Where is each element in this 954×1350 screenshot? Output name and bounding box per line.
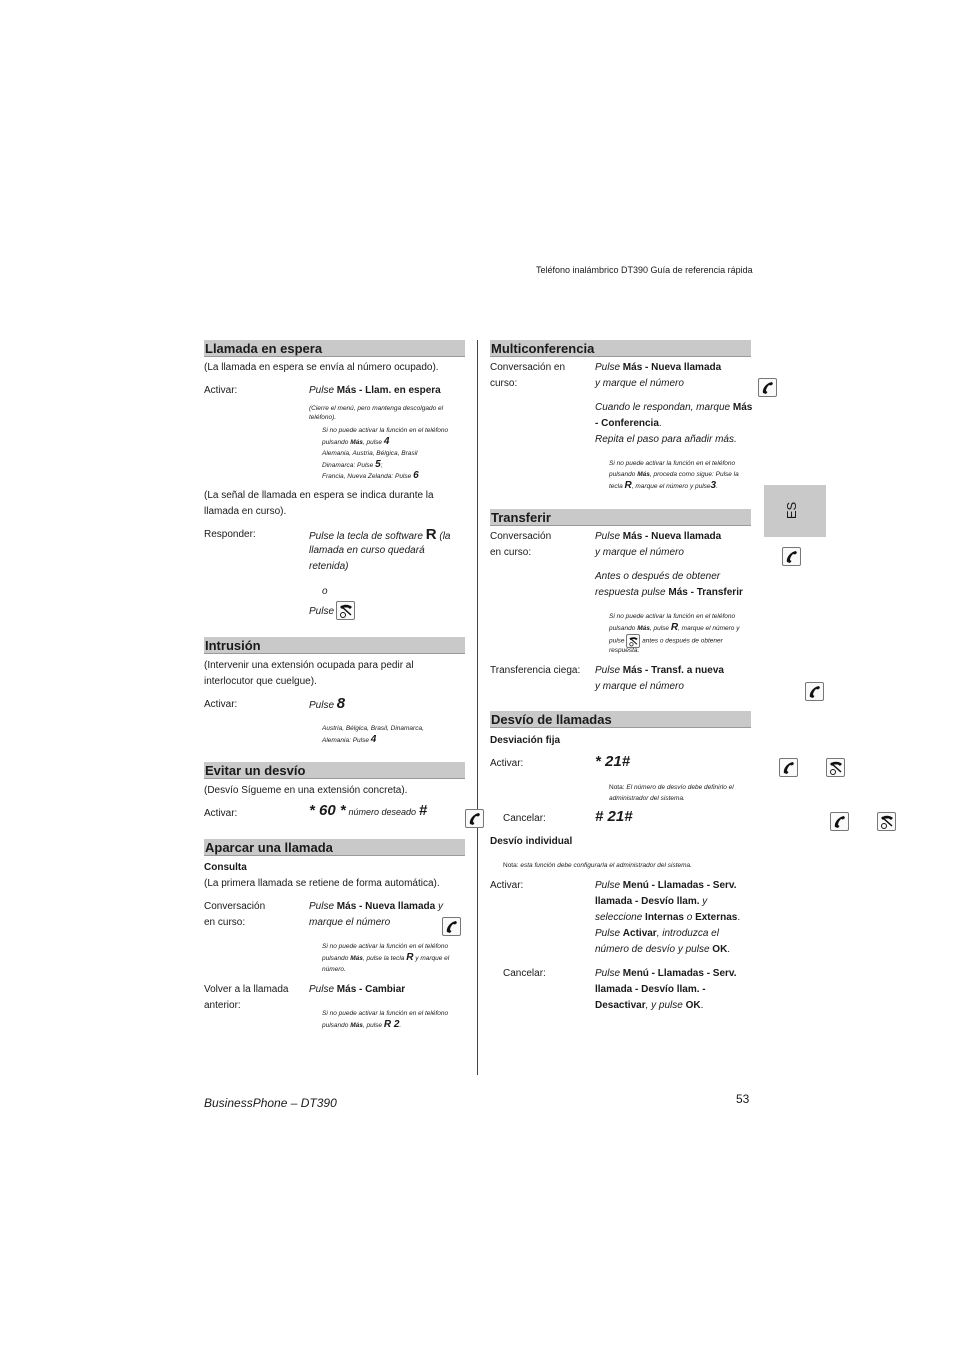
- instruction-text: número de desvío y pulse: [595, 944, 710, 955]
- instruction-text: o: [686, 912, 693, 923]
- menu-command: Menú - Llamadas - Serv.: [622, 968, 737, 979]
- code: # 21#: [595, 808, 633, 825]
- instruction-text: Repita el paso para añadir más.: [595, 434, 737, 445]
- note-text: , pulse la tecla: [362, 955, 405, 962]
- row-label: en curso:: [204, 917, 246, 928]
- note-text: , marque el número y pulse: [631, 483, 711, 490]
- note: pulsando Más, pulse R 2.: [322, 1019, 402, 1030]
- section-title-desvio-de-llamadas: Desvío de llamadas: [490, 711, 751, 728]
- note: número.: [322, 966, 346, 973]
- instruction: seleccione Internas o Externas.: [595, 912, 741, 923]
- note-text: , marque el número y: [678, 625, 740, 632]
- phone-offhook-icon: [758, 378, 777, 397]
- header-title: Teléfono inalámbrico DT390 Guía de referencia rápida: [536, 265, 753, 275]
- note: Si no puede activar la función en el teléfono: [609, 460, 736, 467]
- note-label: Nota:: [609, 784, 625, 791]
- note-text: , pulse: [362, 1022, 383, 1029]
- note-text: pulsando: [322, 439, 349, 446]
- instruction: número de desvío y pulse OK.: [595, 944, 731, 955]
- row-label: Transferencia ciega:: [490, 665, 581, 676]
- row-label: Conversación: [490, 531, 552, 542]
- intro-text: (La llamada en espera se envía al número ocupado).: [204, 362, 439, 373]
- note: [322, 952, 449, 964]
- note: [322, 734, 376, 746]
- row-label: Activar:: [490, 880, 524, 891]
- note-key: Más: [350, 955, 363, 962]
- note-text: El número de desvío debe definirlo el: [626, 784, 734, 791]
- instruction-text: número deseado: [348, 807, 417, 817]
- subheading: Consulta: [204, 862, 247, 873]
- menu-command: Internas: [645, 912, 684, 923]
- instruction: [595, 400, 752, 416]
- instruction: [309, 899, 443, 915]
- note: Austria, Bélgica, Brasil, Dinamarca,: [322, 725, 424, 732]
- note: [322, 436, 389, 448]
- page-number: 53: [736, 1092, 750, 1106]
- section-title-transferir: Transferir: [490, 509, 751, 526]
- note-key: R: [624, 480, 632, 491]
- note: respuesta.: [609, 647, 640, 654]
- code: * 60 *: [309, 802, 346, 819]
- note-text: pulse: [609, 637, 625, 645]
- menu-command: Más - Transf. a nueva: [622, 665, 724, 676]
- instruction-text: y marque el número: [595, 547, 684, 558]
- instruction-text: Pulse: [595, 968, 621, 979]
- menu-command: - Conferencia: [595, 418, 659, 429]
- phone-offhook-icon: [782, 547, 801, 566]
- phone-offhook-icon: [805, 682, 824, 701]
- note-text: , proceda como sigue: Pulse la: [649, 471, 739, 478]
- menu-command: OK: [712, 944, 728, 955]
- note-key: 5: [375, 459, 381, 470]
- note: Si no puede activar la función en el teléfono: [322, 427, 449, 434]
- row-label: curso:: [490, 378, 518, 389]
- key-8: 8: [336, 695, 346, 712]
- note-key: 6: [413, 470, 419, 481]
- section-title-llamada-en-espera: Llamada en espera: [204, 340, 465, 357]
- body-text: (Desvío Sígueme en una extensión concreta).: [204, 785, 408, 796]
- note-text: antes o después de obtener: [642, 637, 723, 645]
- instruction-text: Pulse: [595, 665, 621, 676]
- instruction-text: , introduzca el: [656, 928, 719, 939]
- instruction-text: marque el número: [309, 917, 391, 928]
- or-text: o: [322, 586, 328, 597]
- instruction-text: Pulse: [309, 700, 335, 711]
- instruction-text: Pulse: [309, 984, 335, 995]
- row-label: Activar:: [204, 699, 238, 710]
- menu-command: Más - Cambiar: [336, 984, 406, 995]
- menu-command: Más - Llam. en espera: [336, 385, 441, 396]
- phone-offhook-icon: [465, 809, 484, 828]
- note-text: Alemania: Pulse: [322, 737, 369, 744]
- instruction: [309, 696, 345, 714]
- menu-command: Más: [732, 402, 753, 413]
- section-title-multiconferencia: Multiconferencia: [490, 340, 751, 357]
- note: Si no puede activar la función en el teléfono: [322, 1010, 449, 1017]
- note-key: Más: [637, 625, 650, 632]
- row-label: en curso:: [490, 547, 532, 558]
- row-label: Conversación en: [490, 362, 566, 373]
- note-key: R 2: [383, 1019, 400, 1030]
- note-text: pulsando: [322, 1022, 349, 1029]
- note-label: Nota:: [503, 862, 519, 869]
- row-label: Volver a la llamada: [204, 984, 289, 995]
- note: [609, 782, 734, 793]
- note-text: esta función debe configurarla el administrador del sistema.: [520, 862, 692, 869]
- note: [503, 860, 692, 871]
- note-key: Más: [350, 1022, 363, 1029]
- instruction-text: y marque el número: [595, 378, 684, 389]
- body-text: llamada en curso).: [204, 506, 287, 517]
- note: [322, 470, 419, 482]
- note-key: 3: [710, 480, 717, 491]
- note-key: Más: [350, 439, 363, 446]
- column-divider: [477, 340, 478, 1075]
- subheading: Desvío individual: [490, 836, 573, 847]
- note: administrador del sistema.: [609, 795, 685, 802]
- row-label: Cancelar:: [503, 968, 546, 979]
- subheading: Desviación fija: [490, 735, 561, 746]
- instruction-text: Pulse: [595, 880, 621, 891]
- note-text: y marque el: [415, 955, 450, 962]
- note: [609, 469, 739, 480]
- instruction-text: y: [437, 901, 443, 912]
- menu-command: Menú - Llamadas - Serv.: [622, 880, 737, 891]
- row-label: Activar:: [204, 808, 238, 819]
- phone-offhook-icon: [830, 812, 849, 831]
- instruction-text: Antes o después de obtener: [595, 571, 721, 582]
- note-text: pulsando: [609, 471, 636, 478]
- row-label: Activar:: [490, 758, 524, 769]
- code: #: [418, 802, 428, 819]
- body-text: (La primera llamada se retiene de forma automática).: [204, 878, 440, 889]
- instruction: [309, 982, 405, 998]
- instruction: [595, 663, 724, 679]
- instruction-text: , y pulse: [645, 1000, 683, 1011]
- instruction-text: seleccione: [595, 912, 643, 923]
- instruction-text: llamada en curso quedará: [309, 545, 425, 556]
- instruction: [595, 585, 743, 601]
- instruction: [595, 878, 737, 894]
- row-label: anterior:: [204, 1000, 241, 1011]
- instruction: [595, 966, 737, 982]
- menu-command: llamada - Desvío llam.: [595, 896, 700, 907]
- note: (Cierre el menú, pero mantenga descolgado el teléfono).: [309, 405, 444, 421]
- phone-onhook-icon: [826, 758, 845, 777]
- body-text: (La señal de llamada en espera se indica durante la: [204, 490, 434, 501]
- menu-command: llamada - Desvío llam. -: [595, 984, 706, 995]
- row-label: Responder:: [204, 529, 256, 540]
- instruction-text: (la: [439, 531, 451, 542]
- menu-command: Más - Transferir: [668, 587, 743, 598]
- note: Si no puede activar la función en el teléfono: [322, 943, 449, 950]
- code: * 21#: [595, 753, 631, 770]
- instruction: [309, 803, 427, 821]
- instruction: [595, 529, 721, 545]
- note-key: R: [670, 622, 679, 633]
- instruction-text: Pulse: [595, 531, 621, 542]
- instruction-text: Pulse: [309, 606, 335, 617]
- instruction: [595, 926, 719, 942]
- note: tecla R, marque el número y pulse3.: [609, 480, 718, 491]
- row-label: Cancelar:: [503, 813, 546, 824]
- note-key: 4: [383, 436, 390, 447]
- section-title-aparcar-una-llamada: Aparcar una llamada: [204, 839, 465, 856]
- menu-command: Desactivar: [595, 1000, 646, 1011]
- instruction: [595, 360, 721, 376]
- language-tab-label: ES: [784, 501, 800, 520]
- row-label: Activar:: [204, 385, 238, 396]
- menu-command: OK: [685, 1000, 701, 1011]
- instruction-text: y: [702, 896, 708, 907]
- note-key: R: [406, 952, 414, 963]
- instruction-text: Pulse: [309, 385, 335, 396]
- note-key: Más: [637, 471, 650, 478]
- footer-product: BusinessPhone – DT390: [204, 1096, 337, 1110]
- phone-onhook-icon: [336, 601, 355, 620]
- soft-key-r: R: [425, 526, 437, 543]
- body-text: interlocutor que cuelgue).: [204, 676, 317, 687]
- note: Si no puede activar la función en el teléfono: [609, 613, 736, 620]
- note: [609, 622, 739, 634]
- instruction-text: respuesta pulse: [595, 587, 666, 598]
- phone-offhook-icon: [442, 917, 461, 936]
- instruction: Desactivar, y pulse OK.: [595, 1000, 704, 1011]
- instruction-text: Cuando le respondan, marque: [595, 402, 731, 413]
- note: Dinamarca: Pulse 5;: [322, 459, 383, 470]
- note: Alemania, Austria, Bélgica, Brasil: [322, 450, 418, 457]
- menu-command: Externas: [695, 912, 738, 923]
- instruction-text: Pulse: [309, 901, 335, 912]
- instruction: [309, 383, 441, 399]
- menu-command: Activar: [622, 928, 657, 939]
- note-text: tecla: [609, 483, 623, 490]
- instruction-text: Pulse: [595, 362, 621, 373]
- note-text: pulsando: [322, 955, 349, 962]
- instruction: - Conferencia.: [595, 418, 662, 429]
- phone-onhook-icon: [877, 812, 896, 831]
- note-text: Dinamarca: Pulse: [322, 462, 374, 469]
- section-title-intrusion: Intrusión: [204, 637, 465, 654]
- row-label: Conversación: [204, 901, 266, 912]
- note-text: , pulse: [362, 439, 383, 446]
- instruction: [595, 894, 707, 910]
- menu-command: Más - Nueva llamada: [622, 362, 722, 373]
- section-title-evitar-un-desvio: Evitar un desvío: [204, 762, 465, 779]
- instruction-text: y marque el número: [595, 681, 684, 692]
- note-text: Francia, Nueva Zelanda: Pulse: [322, 473, 412, 480]
- language-tab: [764, 485, 826, 537]
- menu-command: Más - Nueva llamada: [622, 531, 722, 542]
- phone-offhook-icon: [779, 758, 798, 777]
- note-key: 4: [370, 734, 377, 745]
- instruction-text: retenida): [309, 561, 349, 572]
- body-text: (Intervenir una extensión ocupada para pedir al: [204, 660, 414, 671]
- menu-command: Más - Nueva llamada: [336, 901, 436, 912]
- note-text: , pulse: [649, 625, 670, 632]
- note-text: pulsando: [609, 625, 636, 632]
- instruction-text: Pulse la tecla de software: [309, 531, 423, 542]
- instruction-text: Pulse: [595, 928, 621, 939]
